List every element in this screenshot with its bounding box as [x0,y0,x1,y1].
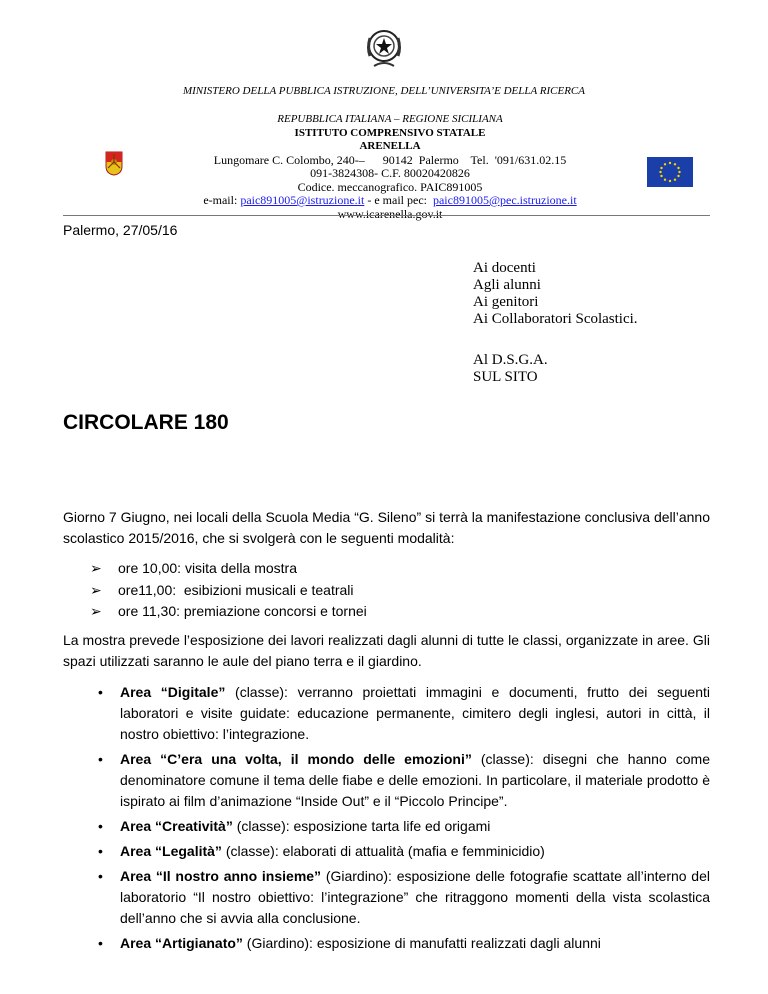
area-name: Area “C’era una volta, il mondo delle emozioni” [120,751,472,767]
list-item [98,933,710,954]
recipients-block [473,260,638,386]
pec-label: - e mail pec: [364,193,433,207]
code-line: Codice. meccanografico. PAIC891005 [297,179,483,194]
list-item [98,866,710,929]
list-item [90,601,367,623]
area-name: Area “Creatività” [120,818,233,834]
italian-republic-emblem-icon [364,26,404,72]
recipient: Al D.S.G.A. [473,352,548,368]
exhibit-paragraph: La mostra prevede l’esposizione dei lavori realizzati dagli alunni di tutte le classi, organizzate in aree. Gli spazi utilizzati saranno le aule del piano terra e il giardino. [63,632,710,669]
phone-cf-line: 091-3824308- C.F. 80020420826 [310,166,470,180]
schedule-list [90,558,367,623]
email-link[interactable]: paic891005@istruzione.it [240,193,365,207]
list-item [90,558,367,580]
bullet-icon: • [98,684,103,700]
area-text: (classe): elaborati di attualità (mafia e femminicidio) [221,843,545,859]
area-name: Area “Digitale” [120,684,226,700]
recipient: Ai genitori [473,294,539,310]
area-text: (classe): verranno proiettati immagini e documenti, frutto dei seguenti laboratori e visite guidate: educazione permanente, cimitero degli inglesi, autori in città, il nostro obiettivo: l’integrazione. [120,684,711,742]
arrow-bullet-icon: ➢ [90,581,102,598]
schedule-text: ore 10,00: visita della mostra [118,560,297,576]
schedule-text: ore 11,30: premiazione concorsi e tornei [118,603,367,619]
area-text: (classe): esposizione tarta life ed origami [232,818,491,834]
area-text: (classe): disegni che hanno come denominatore comune il tema delle fiabe e delle emozioni. In particolare, il materiale prodotto è ispirato ai film d’animazione “Inside Out” e il “Piccolo Principe”. [120,751,711,809]
header-divider [63,215,710,216]
bullet-icon: • [98,751,103,767]
website-line[interactable]: www.icarenella.gov.it [337,206,443,221]
recipient: Ai Collaboratori Scolastici. [473,311,638,327]
list-item [98,682,710,745]
bullet-icon: • [98,868,103,884]
area-name: Area “Artigianato” [120,935,243,951]
list-item [98,816,710,837]
recipient: Agli alunni [473,277,541,293]
school-header [180,113,600,221]
schedule-text: ore11,00: esibizioni musicali e teatrali [118,581,354,598]
email-line [180,194,600,208]
european-union-flag-icon [647,157,693,187]
region-line: REPUBBLICA ITALIANA – REGIONE SICILIANA [277,113,503,125]
address-line: Lungomare C. Colombo, 240-– 90142 Palermo Tel. '091/631.02.15 [213,152,567,167]
document-title: CIRCOLARE 180 [63,411,229,434]
recipient: SUL SITO [473,369,538,385]
intro-paragraph: Giorno 7 Giugno, nei locali della Scuola Media “G. Sileno” si terrà la manifestazione conclusiva dell’anno scolastico 2015/2016, che si svolgerà con le seguenti modalità: [63,509,710,546]
area-name: Area “Legalità” [120,843,222,859]
list-item [98,749,710,812]
list-item [90,580,367,602]
pec-link[interactable]: paic891005@pec.istruzione.it [432,193,577,207]
institute-line: ISTITUTO COMPRENSIVO STATALE [294,126,486,139]
list-item [98,841,710,862]
school-name: ARENELLA [359,140,421,152]
bullet-icon: • [98,818,103,834]
areas-list [98,682,710,958]
bullet-icon: • [98,935,103,951]
arrow-bullet-icon: ➢ [90,560,102,576]
recipient: Ai docenti [473,260,536,276]
document-date: Palermo, 27/05/16 [63,222,178,238]
area-text: (Giardino): esposizione delle fotografie scattate all’interno del laboratorio “Il nostro obiettivo: l’integrazione” che ritraggono momenti della vista scolastica dell’anno che si avvia alla conclusione. [120,868,710,926]
arrow-bullet-icon: ➢ [90,603,102,619]
email-label: e-mail: [203,193,241,207]
ministry-heading: MINISTERO DELLA PUBBLICA ISTRUZIONE, DELL’UNIVERSITA’E DELLA RICERCA [182,85,585,97]
bullet-icon: • [98,843,103,859]
area-name: Area “Il nostro anno insieme” [120,868,322,884]
area-text: (Giardino): esposizione di manufatti realizzati dagli alunni [242,935,601,951]
sicily-region-logo-icon [104,150,124,176]
